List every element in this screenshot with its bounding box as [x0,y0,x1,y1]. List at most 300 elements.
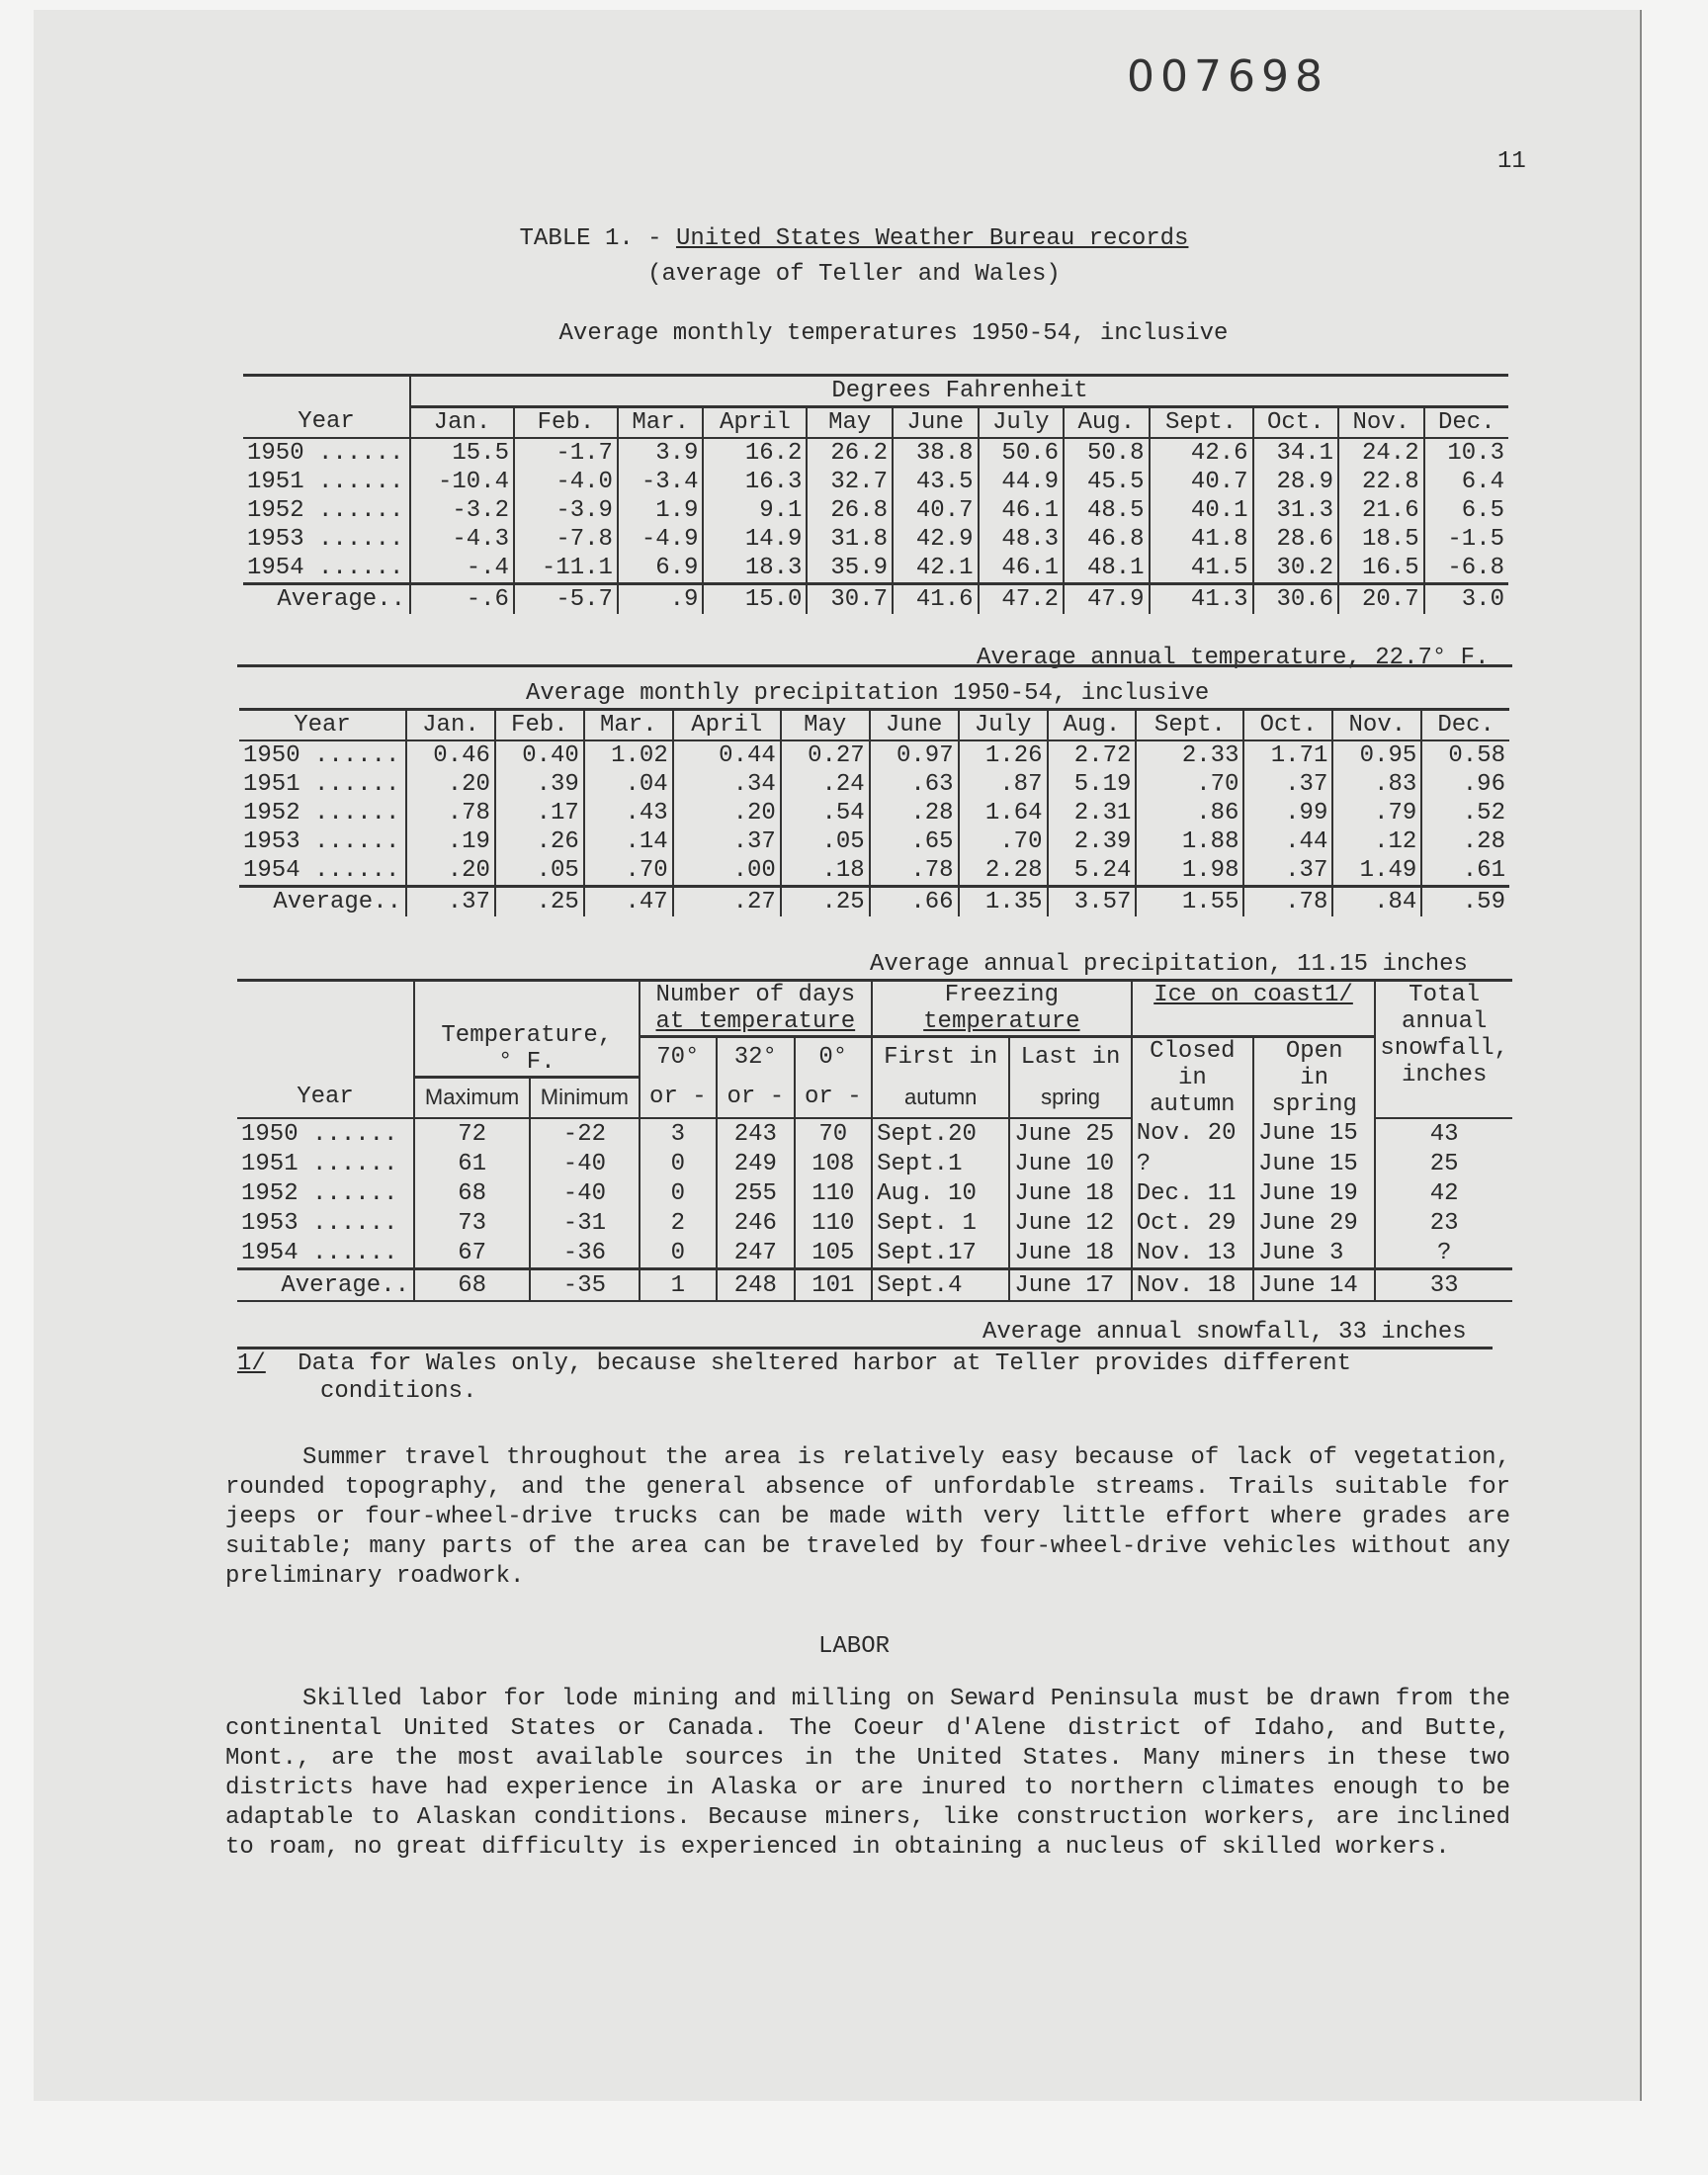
summary-value-cell: June 15 [1253,1118,1375,1149]
temp-row [243,554,1508,584]
precip-month-header: July [959,710,1048,741]
temp-value-cell: 34.1 [1253,438,1339,468]
summary-average-row [237,1269,1512,1302]
temp-value-cell: 48.5 [1064,496,1150,525]
precip-value-cell: 5.19 [1048,770,1137,799]
temp-value-cell: 46.1 [979,554,1065,584]
temp-month-header: Oct. [1253,407,1339,439]
precip-month-header: Feb. [495,710,584,741]
precip-value-cell: .34 [673,770,781,799]
summary-value-cell: ? [1132,1149,1253,1178]
temp-value-cell: 28.9 [1253,468,1339,496]
temp-value-cell: 41.5 [1150,554,1253,584]
labor-heading: LABOR [817,1633,890,1660]
summary-value-cell: June 12 [1009,1208,1131,1238]
temp-month-header: June [893,407,979,439]
summary-value-cell: 249 [717,1149,794,1178]
precip-value-cell: 2.31 [1048,799,1137,827]
temp-average-cell: .9 [618,584,704,615]
summary-value-cell: 0 [640,1238,717,1269]
summary-average-cell: Sept.4 [872,1269,1009,1302]
snow-header-line: annual [1401,1008,1488,1035]
temp-average-cell: 47.9 [1064,584,1150,615]
temp-value-cell: 18.3 [703,554,807,584]
temp-value-cell: -11.1 [514,554,618,584]
summary-ice-label: Ice on coast [1153,982,1325,1008]
precip-value-cell: 1.26 [959,740,1048,770]
temp-value-cell: 40.7 [893,496,979,525]
precip-average-cell: 1.55 [1136,887,1243,917]
precip-value-cell: .19 [406,827,495,856]
temp-average-label: Average.. [243,584,410,615]
precip-value-cell: 1.02 [584,740,673,770]
summary-value-cell: Oct. 29 [1132,1208,1253,1238]
summary-value-cell: Sept.1 [872,1149,1009,1178]
precip-value-cell: 0.46 [406,740,495,770]
precip-month-header: Aug. [1048,710,1137,741]
summary-days-header [640,981,872,1037]
temp-month-header: Aug. [1064,407,1150,439]
summary-value-cell: 110 [795,1178,872,1208]
precip-year-cell: 1953 ...... [243,828,400,855]
temp-value-cell: 24.2 [1338,438,1424,468]
summary-value-cell: 73 [414,1208,530,1238]
snowfall-annual-average: Average annual snowfall, 33 inches [982,1319,1467,1346]
precip-average-cell: .78 [1243,887,1332,917]
temp-year-cell: 1954 ...... [247,555,404,581]
temp-row [243,496,1508,525]
precip-average-cell: .47 [584,887,673,917]
summary-average-cell: 33 [1375,1269,1512,1302]
temp-average-cell: -5.7 [514,584,618,615]
temp-average-cell: 15.0 [703,584,807,615]
temp-value-cell: -1.5 [1424,525,1508,554]
temp-row [243,468,1508,496]
precip-month-header: May [781,710,870,741]
summary-year-cell: 1953 ...... [241,1209,398,1237]
temp-average-cell: 30.7 [807,584,893,615]
summary-average-cell: Nov. 18 [1132,1269,1253,1302]
summary-value-cell: 110 [795,1208,872,1238]
temp-table-body [243,438,1508,614]
precip-row [239,827,1509,856]
precip-value-cell: 1.98 [1136,856,1243,887]
summary-0-header: 0° [795,1037,872,1078]
closed-header-line: autumn [1150,1091,1236,1118]
temp-value-cell: 42.6 [1150,438,1253,468]
precip-average-label: Average.. [239,887,406,917]
precip-value-cell: .26 [495,827,584,856]
footnote-rule [237,1347,1493,1349]
precip-average-cell: .84 [1332,887,1421,917]
summary-value-cell: 23 [1375,1208,1512,1238]
temp-value-cell: 50.6 [979,438,1065,468]
precip-value-cell: .65 [870,827,959,856]
precip-value-cell: .87 [959,770,1048,799]
summary-value-cell: 255 [717,1178,794,1208]
temp-value-cell: -10.4 [410,468,514,496]
temp-value-cell: 16.2 [703,438,807,468]
temp-value-cell: -3.2 [410,496,514,525]
precip-average-cell: 1.35 [959,887,1048,917]
temp-month-header: Sept. [1150,407,1253,439]
summary-average-cell: 1 [640,1269,717,1302]
temp-value-cell: 46.1 [979,496,1065,525]
precip-value-cell: .96 [1421,770,1509,799]
precip-average-cell: 3.57 [1048,887,1137,917]
temp-month-header: Jan. [410,407,514,439]
temp-value-cell: -4.3 [410,525,514,554]
temp-value-cell: 10.3 [1424,438,1508,468]
temp-value-cell: 21.6 [1338,496,1424,525]
temp-month-header: Nov. [1338,407,1424,439]
temp-value-cell: 42.1 [893,554,979,584]
precip-average-cell: .25 [495,887,584,917]
summary-value-cell: -31 [530,1208,639,1238]
precip-table-body [239,740,1509,916]
precip-value-cell: .17 [495,799,584,827]
temp-value-cell: 6.5 [1424,496,1508,525]
summary-value-cell: 0 [640,1149,717,1178]
summary-value-cell: June 19 [1253,1178,1375,1208]
temp-value-cell: -1.7 [514,438,618,468]
precip-value-cell: .20 [673,799,781,827]
summary-ice-footnote-mark: 1/ [1324,982,1353,1008]
precip-average-cell: .37 [406,887,495,917]
summary-value-cell: 25 [1375,1149,1512,1178]
summary-row [237,1149,1512,1178]
temp-year-cell: 1952 ...... [247,497,404,524]
temp-value-cell: 48.1 [1064,554,1150,584]
closed-header-line: Closed [1150,1038,1236,1065]
summary-freezing-label: Freezing [944,982,1059,1008]
precip-value-cell: .28 [1421,827,1509,856]
summary-max-header: Maximum [414,1077,530,1118]
temp-month-header: Mar. [618,407,704,439]
precip-value-cell: .99 [1243,799,1332,827]
footnote-text-continued: conditions. [320,1378,477,1405]
precip-month-header: June [870,710,959,741]
temp-value-cell: 18.5 [1338,525,1424,554]
precip-value-cell: .14 [584,827,673,856]
summary-value-cell: Sept.20 [872,1118,1009,1149]
summary-0-subheader: or - [795,1077,872,1118]
temp-value-cell: 16.5 [1338,554,1424,584]
summary-row [237,1178,1512,1208]
precip-value-cell: 0.27 [781,740,870,770]
temp-group-header: Degrees Fahrenheit [410,376,1508,407]
summary-value-cell: Nov. 13 [1132,1238,1253,1269]
temperature-table [243,374,1508,614]
summary-row [237,1208,1512,1238]
precip-value-cell: .43 [584,799,673,827]
summary-temperature-unit: ° F. [498,1048,555,1076]
precip-value-cell: .20 [406,856,495,887]
temp-value-cell: -3.4 [618,468,704,496]
summary-year-cell: 1950 ...... [241,1120,398,1148]
summary-last-header: Last in [1009,1037,1131,1078]
labor-paragraph: Skilled labor for lode mining and milling on Seward Peninsula must be drawn from the continental United States or Canada. The Coeur d'Alene district of Idaho, and Butte, Mont., are the most available sources in the United States. Many miners in these two districts have had experience in Alaska or are inured to northern climates enough to be adaptable to Alaskan conditions. Because miners, like construction workers, are inclined to roam, no great difficulty is experienced in obtaining a nucleus of skilled workers. [225,1686,1510,1861]
temp-value-cell: -.4 [410,554,514,584]
summary-value-cell: June 15 [1253,1149,1375,1178]
summary-average-cell: June 14 [1253,1269,1375,1302]
summary-value-cell: 43 [1375,1118,1512,1149]
summary-first-header: First in [872,1037,1009,1078]
precip-average-cell: .66 [870,887,959,917]
temp-month-header: July [979,407,1065,439]
precip-value-cell: .37 [673,827,781,856]
precip-value-cell: .18 [781,856,870,887]
summary-last-subheader: spring [1009,1077,1131,1118]
precip-value-cell: 2.33 [1136,740,1243,770]
summary-row [237,1238,1512,1269]
summary-average-cell: June 17 [1009,1269,1131,1302]
summary-freezing-sublabel: temperature [923,1008,1080,1035]
temp-value-cell: 6.9 [618,554,704,584]
summary-value-cell: ? [1375,1238,1512,1269]
precip-value-cell: .24 [781,770,870,799]
precip-value-cell: .63 [870,770,959,799]
precip-value-cell: 5.24 [1048,856,1137,887]
travel-paragraph: Summer travel throughout the area is relatively easy because of lack of vegetation, rounded topography, and the general absence of unfordable streams. Trails suitable for jeeps or four-wheel-drive trucks can be made with very little effort where grades are suitable; many parts of the area can be traveled by four-wheel-drive vehicles without any preliminary roadwork. [225,1444,1510,1590]
summary-year-cell: 1951 ...... [241,1150,398,1177]
summary-freezing-header [872,981,1132,1037]
precip-value-cell: 1.71 [1243,740,1332,770]
summary-value-cell: 72 [414,1118,530,1149]
precip-year-cell: 1952 ...... [243,800,400,826]
precipitation-table [239,708,1509,916]
precip-month-header: Oct. [1243,710,1332,741]
precip-year-header: Year [239,710,406,741]
summary-row [237,1118,1512,1149]
summary-value-cell: 0 [640,1178,717,1208]
summary-closed-header [1132,1037,1253,1119]
document-id-stamp: 007698 [1127,51,1328,102]
precip-value-cell: .28 [870,799,959,827]
temp-value-cell: 16.3 [703,468,807,496]
temp-value-cell: 32.7 [807,468,893,496]
temp-average-cell: 3.0 [1424,584,1508,615]
temp-value-cell: 26.8 [807,496,893,525]
summary-snowfall-header [1375,981,1512,1119]
summary-value-cell: Dec. 11 [1132,1178,1253,1208]
temp-month-header: April [703,407,807,439]
summary-value-cell: -40 [530,1149,639,1178]
precip-value-cell: 2.39 [1048,827,1137,856]
temp-value-cell: 45.5 [1064,468,1150,496]
precip-value-cell: .78 [406,799,495,827]
precip-section-title: Average monthly precipitation 1950-54, inclusive [526,680,1210,707]
summary-value-cell: 3 [640,1118,717,1149]
summary-average-label: Average.. [237,1269,414,1302]
summary-temperature-label: Temperature, [441,1021,613,1049]
temp-value-cell: -6.8 [1424,554,1508,584]
summary-value-cell: Sept.17 [872,1238,1009,1269]
summary-days-sublabel: at temperature [655,1008,856,1035]
summary-value-cell: Aug. 10 [872,1178,1009,1208]
temp-row [243,525,1508,554]
table-title [0,225,1708,252]
summary-value-cell: June 29 [1253,1208,1375,1238]
summary-value-cell: -36 [530,1238,639,1269]
precip-value-cell: 0.58 [1421,740,1509,770]
precip-value-cell: 0.95 [1332,740,1421,770]
footnote [237,1350,1522,1406]
temp-value-cell: -4.9 [618,525,704,554]
temp-value-cell: 1.9 [618,496,704,525]
summary-value-cell: 61 [414,1149,530,1178]
precip-month-header: Dec. [1421,710,1509,741]
temp-row [243,438,1508,468]
summary-average-cell: 68 [414,1269,530,1302]
precip-value-cell: .37 [1243,856,1332,887]
temp-value-cell: 31.3 [1253,496,1339,525]
temp-average-row [243,584,1508,615]
table-title-prefix: TABLE 1. - [519,225,676,252]
temp-value-cell: 46.8 [1064,525,1150,554]
precip-average-cell: .27 [673,887,781,917]
summary-value-cell: -40 [530,1178,639,1208]
temp-value-cell: 22.8 [1338,468,1424,496]
open-header-line: Open [1285,1038,1343,1065]
precip-value-cell: 2.28 [959,856,1048,887]
temp-value-cell: 50.8 [1064,438,1150,468]
precip-row [239,740,1509,770]
precip-year-cell: 1950 ...... [243,742,400,769]
summary-average-cell: 101 [795,1269,872,1302]
precip-value-cell: .05 [495,856,584,887]
temp-value-cell: 41.8 [1150,525,1253,554]
precip-value-cell: 1.49 [1332,856,1421,887]
summary-32-subheader: or - [717,1077,794,1118]
precip-value-cell: .00 [673,856,781,887]
precip-value-cell: .70 [959,827,1048,856]
precip-value-cell: 0.40 [495,740,584,770]
precip-average-cell: .25 [781,887,870,917]
precip-value-cell: .20 [406,770,495,799]
summary-value-cell: -22 [530,1118,639,1149]
temperature-section-title: Average monthly temperatures 1950-54, inclusive [558,320,1229,347]
precip-month-header: Sept. [1136,710,1243,741]
precip-average-cell: .59 [1421,887,1509,917]
precip-value-cell: 1.88 [1136,827,1243,856]
summary-table-body [237,1118,1512,1301]
temp-value-cell: 30.2 [1253,554,1339,584]
precip-value-cell: .52 [1421,799,1509,827]
temp-value-cell: 26.2 [807,438,893,468]
precip-value-cell: 0.44 [673,740,781,770]
open-header-line: spring [1271,1091,1357,1118]
temp-year-header: Year [243,407,410,439]
temp-value-cell: 9.1 [703,496,807,525]
temp-value-cell: 35.9 [807,554,893,584]
temp-average-cell: -.6 [410,584,514,615]
summary-open-header [1253,1037,1375,1119]
temp-value-cell: 48.3 [979,525,1065,554]
precip-value-cell: 0.97 [870,740,959,770]
summary-average-cell: -35 [530,1269,639,1302]
summary-value-cell: 105 [795,1238,872,1269]
precip-row [239,770,1509,799]
summary-table [237,979,1512,1302]
temp-value-cell: 3.9 [618,438,704,468]
precip-value-cell: .39 [495,770,584,799]
temp-value-cell: 40.1 [1150,496,1253,525]
table-title-main: United States Weather Bureau records [675,225,1189,252]
temp-average-cell: 41.6 [893,584,979,615]
summary-value-cell: Nov. 20 [1132,1118,1253,1149]
snow-header-line: inches [1401,1062,1488,1088]
precip-value-cell: .78 [870,856,959,887]
snow-header-line: Total [1409,982,1481,1008]
precip-average-row [239,887,1509,917]
temp-value-cell: -7.8 [514,525,618,554]
temp-average-cell: 41.3 [1150,584,1253,615]
temp-average-cell: 20.7 [1338,584,1424,615]
temp-value-cell: 42.9 [893,525,979,554]
summary-days-label: Number of days [655,982,856,1008]
precip-month-header: Mar. [584,710,673,741]
open-header-line: in [1300,1065,1329,1091]
temp-value-cell: -3.9 [514,496,618,525]
temp-year-cell: 1950 ...... [247,440,404,467]
precip-month-header: Jan. [406,710,495,741]
precip-annual-average: Average annual precipitation, 11.15 inches [870,951,1468,978]
page-number: 11 [1497,148,1526,175]
summary-year-cell: 1952 ...... [241,1179,398,1207]
summary-value-cell: 42 [1375,1178,1512,1208]
precip-value-cell: .86 [1136,799,1243,827]
summary-average-cell: 248 [717,1269,794,1302]
precip-row [239,799,1509,827]
precip-value-cell: .70 [584,856,673,887]
summary-value-cell: 67 [414,1238,530,1269]
precip-month-header: Nov. [1332,710,1421,741]
precip-value-cell: .70 [1136,770,1243,799]
temp-annual-average: Average annual temperature, 22.7° F. [977,645,1490,671]
footnote-text: Data for Wales only, because sheltered harbor at Teller provides different [298,1350,1351,1377]
temp-value-cell: 40.7 [1150,468,1253,496]
table-subtitle: (average of Teller and Wales) [647,261,1061,288]
precip-value-cell: .04 [584,770,673,799]
temp-value-cell: 44.9 [979,468,1065,496]
temp-value-cell: 28.6 [1253,525,1339,554]
summary-first-subheader: autumn [872,1077,1009,1118]
precip-value-cell: .54 [781,799,870,827]
footnote-mark: 1/ [237,1350,266,1377]
precip-value-cell: .05 [781,827,870,856]
temp-value-cell: 15.5 [410,438,514,468]
temp-value-cell: -4.0 [514,468,618,496]
summary-value-cell: 246 [717,1208,794,1238]
summary-70-subheader: or - [640,1077,717,1118]
temp-month-header: Feb. [514,407,618,439]
temp-value-cell: 43.5 [893,468,979,496]
summary-value-cell: June 10 [1009,1149,1131,1178]
snow-header-line: snowfall, [1380,1035,1508,1062]
precip-value-cell: .79 [1332,799,1421,827]
summary-min-header: Minimum [530,1077,639,1118]
precip-year-cell: 1951 ...... [243,771,400,798]
temp-year-cell: 1953 ...... [247,526,404,553]
summary-value-cell: June 18 [1009,1178,1131,1208]
precip-value-cell: .83 [1332,770,1421,799]
summary-value-cell: June 25 [1009,1118,1131,1149]
summary-year-header: Year [237,1077,414,1118]
summary-temperature-header [414,981,640,1078]
precip-value-cell: .44 [1243,827,1332,856]
summary-value-cell: 243 [717,1118,794,1149]
